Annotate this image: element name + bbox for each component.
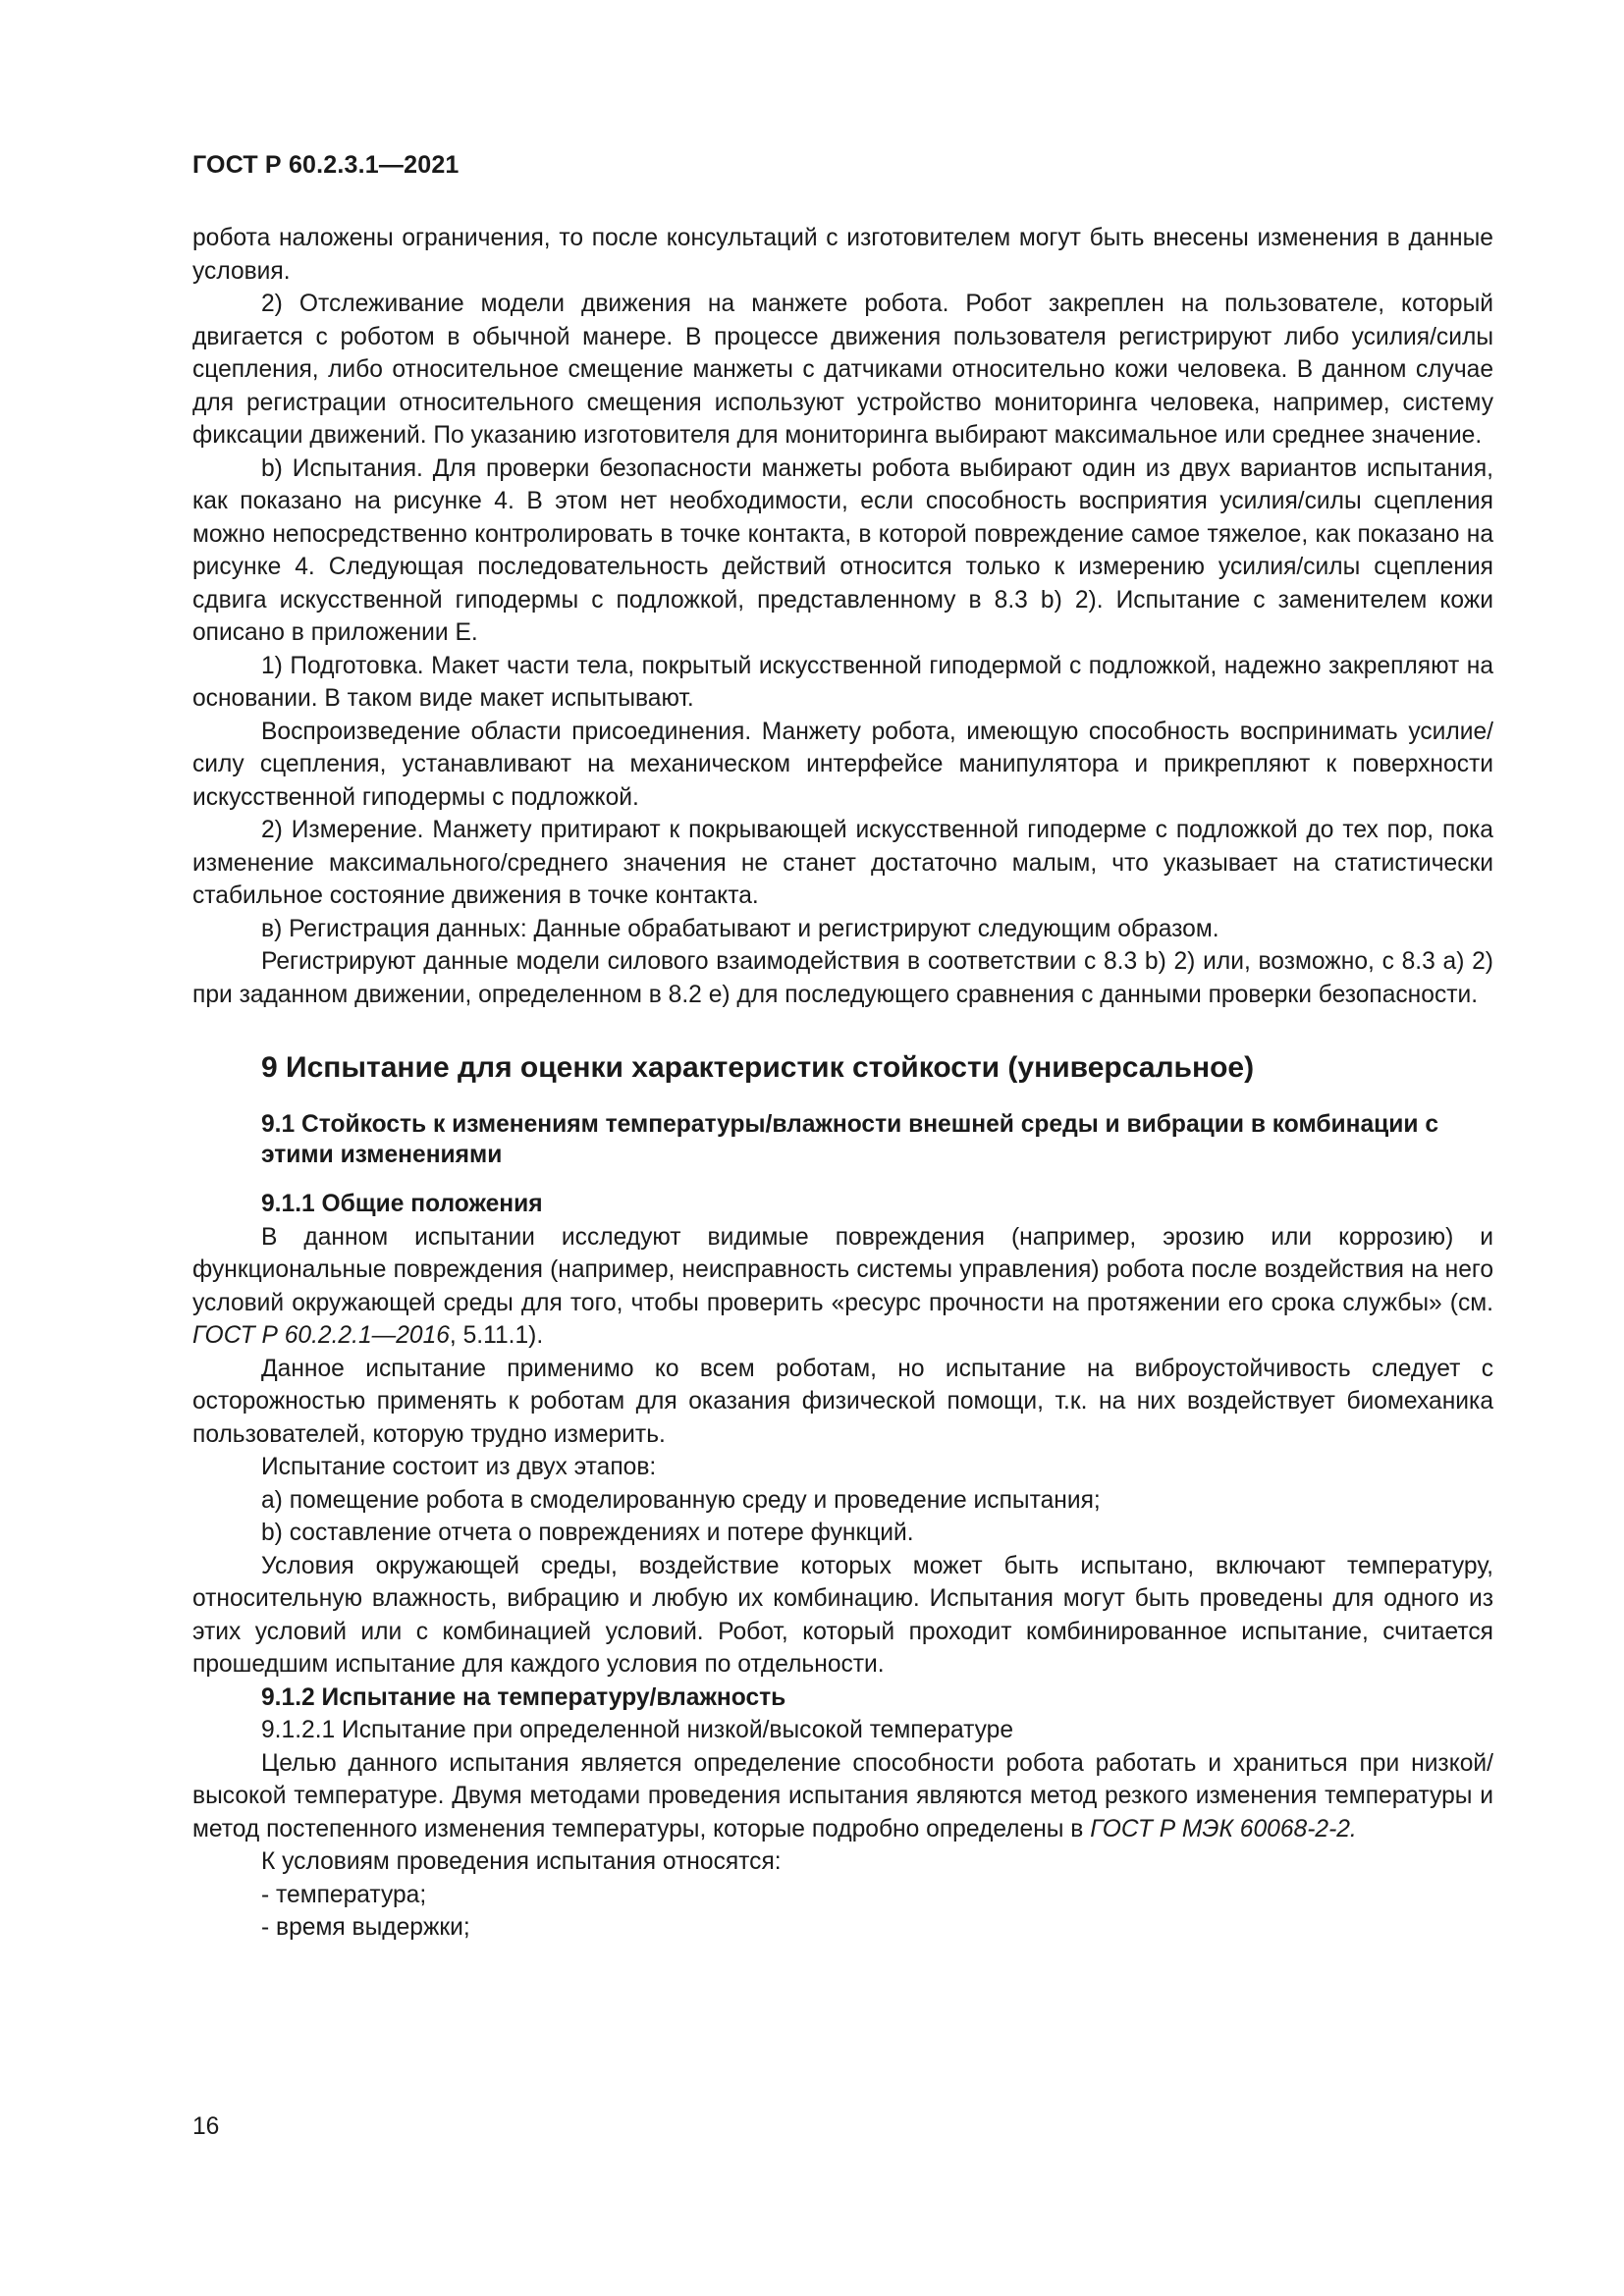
page-body [192,222,1493,1945]
list-item: - время выдержки; [261,1914,470,1941]
paragraph-applicability: Данное испытание применимо ко всем роботам, но испытание на виброустойчивость следует с осторожностью применять к роботам для оказания физической помощи, т.к. на них воздействует биомеханика пользователей, которую трудно измерить. [192,1355,1493,1448]
paragraph-continuation: робота наложены ограничения, то после консультаций с изготовителем могут быть внесены изменения в данные условия. [192,225,1493,285]
paragraph-measurement: 2) Измерение. Манжету притирают к покрывающей искусственной гиподерме с подложкой до тех пор, пока изменение максимального/среднего значения не станет достаточно малым, что указывает на статистически стабильное состояние движения в точке контакта. [192,817,1493,909]
paragraph-preparation: 1) Подготовка. Макет части тела, покрытый искусственной гиподермой с подложкой, надежно закрепляют на основании. В таком виде макет испытывают. [192,652,1493,712]
list-item: b) составление отчета о повреждениях и потере функций. [261,1520,914,1546]
text-span: В данном испытании исследуют видимые повреждения (например, эрозию или коррозию) и функциональные повреждения (например, неисправность системы управления) робота после воздействия на него условий окружающей среды для того, чтобы проверить «ресурс прочности на протяжении его срока службы» (см. [192,1223,1493,1316]
paragraph-record-data: Регистрируют данные модели силового взаимодействия в соответствии с 8.3 b) 2) или, возможно, с 8.3 а) 2) при заданном движении, определенном в 8.2 е) для последующего сравнения с данными проверки безопасности. [192,948,1493,1008]
text-span: , 5.11.1). [449,1322,544,1349]
paragraph-tests: b) Испытания. Для проверки безопасности манжеты робота выбирают один из двух вариантов испытания, как показано на рисунке 4. В этом нет необходимости, если способность восприятия усилия/силы сцепления можно непосредственно контролировать в точке контакта, в которой повреждение самое тяжелое, как показано на рисунке 4. Следующая последовательность действий относится только к измерению усилия/силы сцепления сдвига искусственной гиподермы с подложкой, представленному в 8.3 b) 2). Испытание с заменителем кожи описано в приложении Е. [192,454,1493,646]
paragraph-two-stages: Испытание состоит из двух этапов: [261,1454,657,1480]
list-item: а) помещение робота в смоделированную среду и проведение испытания; [261,1486,1101,1514]
section-9-1-heading: 9.1 Стойкость к изменениям температуры/влажности внешней среды и вибрации в комбинации с этими изменениями [261,1111,1439,1168]
section-9-1-1-heading: 9.1.1 Общие положения [261,1191,543,1217]
paragraph-motion-tracking: 2) Отслеживание модели движения на манжете робота. Робот закреплен на пользователе, который двигается с роботом в обычной манере. В процессе движения пользователя регистрируют либо усилия/силы сцепления, либо относительное смещение манжеты с датчиками относительно кожи человека. В данном случае для регистрации относительного смещения используют устройство мониторинга человека, например, систему фиксации движений. По указанию изготовителя для мониторинга выбирают максимальное или среднее значение. [192,291,1493,449]
list-item: - температура; [261,1881,427,1908]
section-9-1-2-1-heading: 9.1.2.1 Испытание при определенной низкой/высокой температуре [261,1717,1013,1743]
paragraph-environment-conditions: Условия окружающей среды, воздействие которых может быть испытано, включают температуру, относительную влажность, вибрацию и любую их комбинацию. Испытания могут быть проведены для одного из этих условий или с комбинацией условий. Робот, который проходит комбинированное испытание, считается прошедшим испытание для каждого условия по отдельности. [192,1552,1493,1678]
paragraph-test-conditions: К условиям проведения испытания относятся: [261,1848,782,1875]
paragraph-general-provisions [192,1221,1493,1353]
standard-reference: ГОСТ Р МЭК 60068-2-2. [1090,1815,1357,1842]
text-span: Целью данного испытания является определение способности робота работать и храниться при низкой/высокой температуре. Двумя методами проведения испытания являются метод резкого изменения температуры и метод постепенного изменения температуры, которые подробно определены в [192,1749,1493,1842]
section-9-heading: 9 Испытание для оценки характеристик стойкости (универсальное) [261,1051,1255,1084]
section-9-1-2-heading: 9.1.2 Испытание на температуру/влажность [261,1683,786,1711]
paragraph-test-purpose [192,1747,1493,1846]
paragraph-data-registration: в) Регистрация данных: Данные обрабатывают и регистрируют следующим образом. [261,915,1219,942]
document-code-header: ГОСТ Р 60.2.3.1—2021 [192,151,460,179]
paragraph-attachment-area: Воспроизведение области присоединения. Манжету робота, имеющую способность воспринимать усилие/силу сцепления, устанавливают на механическом интерфейсе манипулятора и прикрепляют к поверхности искусственной гиподермы с подложкой. [192,718,1493,811]
standard-reference: ГОСТ Р 60.2.2.1—2016 [192,1322,450,1349]
page-number: 16 [192,2113,220,2140]
